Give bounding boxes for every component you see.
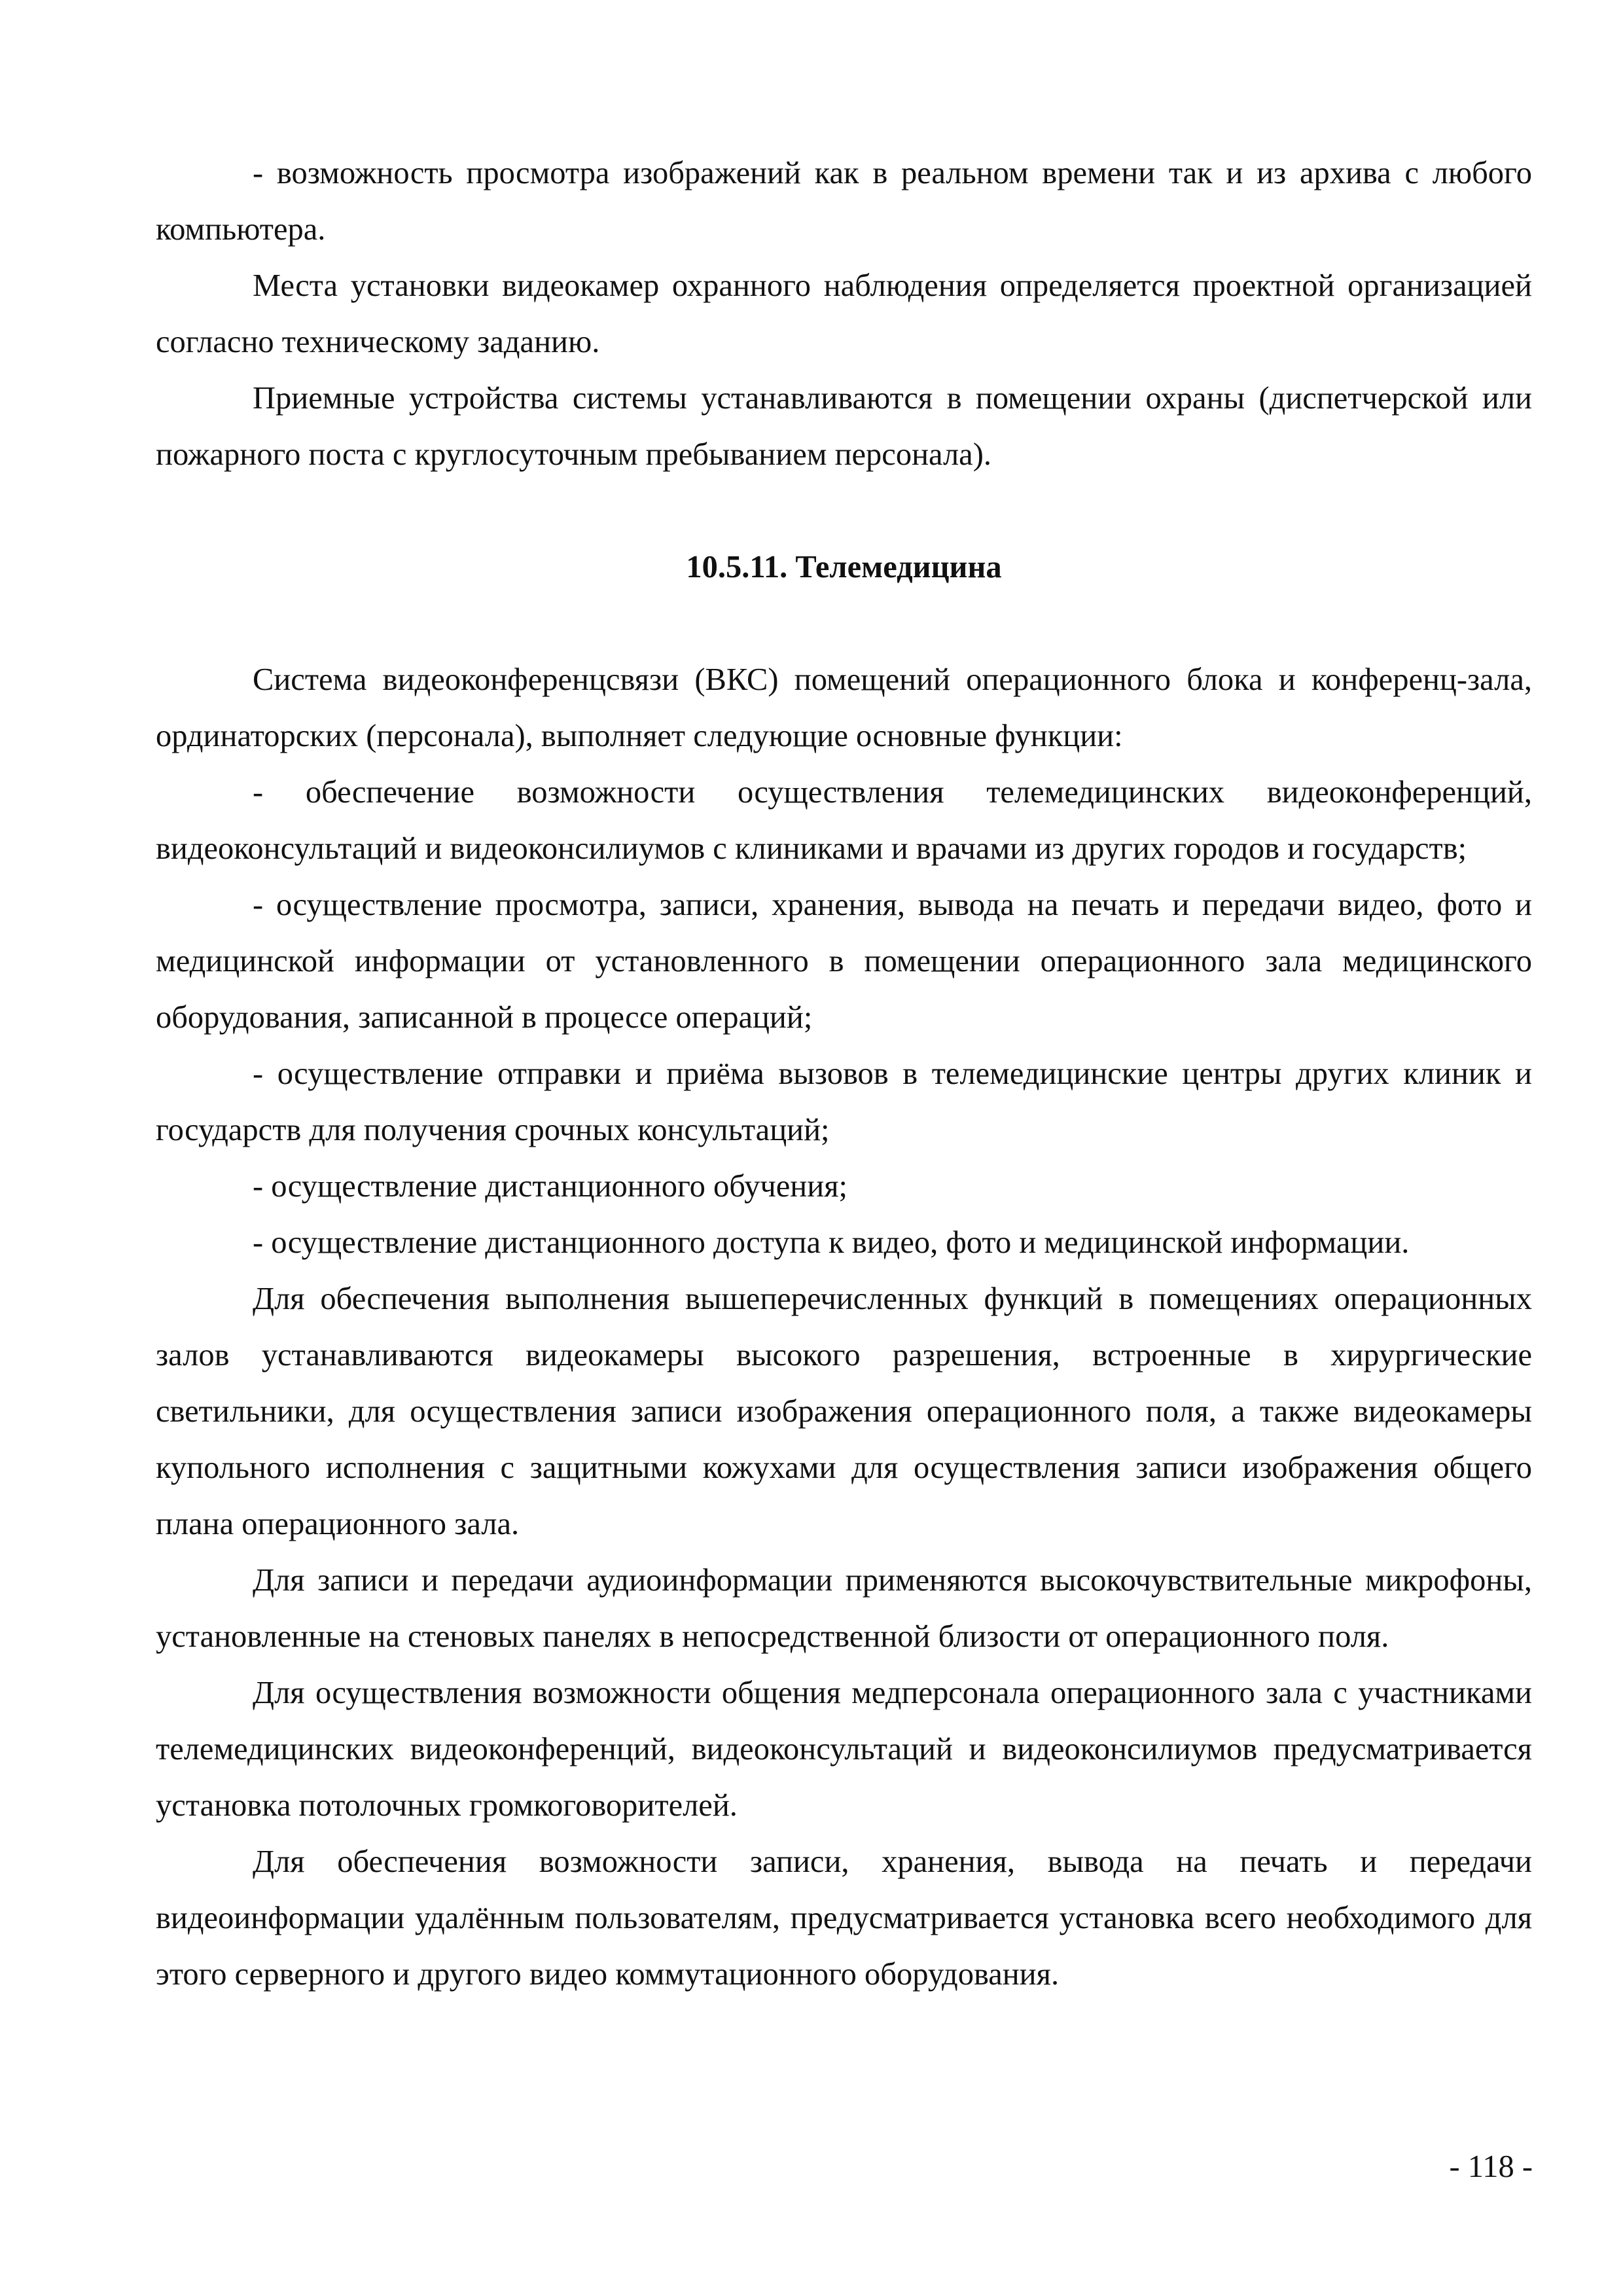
- function-item: - осуществление дистанционного обучения;: [253, 1169, 847, 1204]
- function-item: - осуществление отправки и приёма вызовов в телемедицинские центры других клиник и государств для получения срочных консультаций;: [156, 1056, 1532, 1147]
- paragraph-camera-placement: Места установки видеокамер охранного наблюдения определяется проектной организацией согласно техническому заданию.: [156, 268, 1532, 359]
- paragraph-server-equipment: Для обеспечения возможности записи, хранения, вывода на печать и передачи видеоинформации удалённым пользователям, предусматривается установка всего необходимого для этого серверного и другого видео коммутационного оборудования.: [156, 1844, 1532, 1992]
- spacer: [156, 596, 1532, 652]
- paragraph-view-archive: - возможность просмотра изображений как в реальном времени так и из архива с любого компьютера.: [156, 156, 1532, 247]
- paragraph-cameras: Для обеспечения выполнения вышеперечисленных функций в помещениях операционных залов устанавливаются видеокамеры высокого разрешения, встроенные в хирургические светильники, для осуществления записи изображения операционного поля, а также видеокамеры купольного исполнения с защитными кожухами для осуществления записи изображения общего плана операционного зала.: [156, 1282, 1532, 1541]
- function-item: - осуществление просмотра, записи, хранения, вывода на печать и передачи видео, фото и медицинской информации от установленного в помещении операционного зала медицинского оборудования, записанной в процессе операций;: [156, 888, 1532, 1035]
- spacer: [156, 483, 1532, 539]
- paragraph-microphones: Для записи и передачи аудиоинформации применяются высокочувствительные микрофоны, установленные на стеновых панелях в непосредственной близости от операционного поля.: [156, 1563, 1532, 1654]
- function-item: - обеспечение возможности осуществления телемедицинских видеоконференций, видеоконсультаций и видеоконсилиумов с клиниками и врачами из других городов и государств;: [156, 775, 1532, 866]
- paragraph-speakers: Для осуществления возможности общения медперсонала операционного зала с участниками телемедицинских видеоконференций, видеоконсультаций и видеоконсилиумов предусматривается установка потолочных громкоговорителей.: [156, 1676, 1532, 1823]
- paragraph-intro: Система видеоконференцсвязи (ВКС) помещений операционного блока и конференц-зала, ординаторских (персонала), выполняет следующие основные функции:: [156, 662, 1532, 753]
- function-item: - осуществление дистанционного доступа к видео, фото и медицинской информации.: [253, 1225, 1410, 1260]
- page-number: - 118 -: [1449, 2149, 1533, 2184]
- paragraph-receivers-location: Приемные устройства системы устанавливаются в помещении охраны (диспетчерской или пожарного поста с круглосуточным пребыванием персонала).: [156, 381, 1532, 472]
- section-heading: 10.5.11. Телемедицина: [686, 550, 1002, 584]
- page-body: [156, 145, 1532, 2003]
